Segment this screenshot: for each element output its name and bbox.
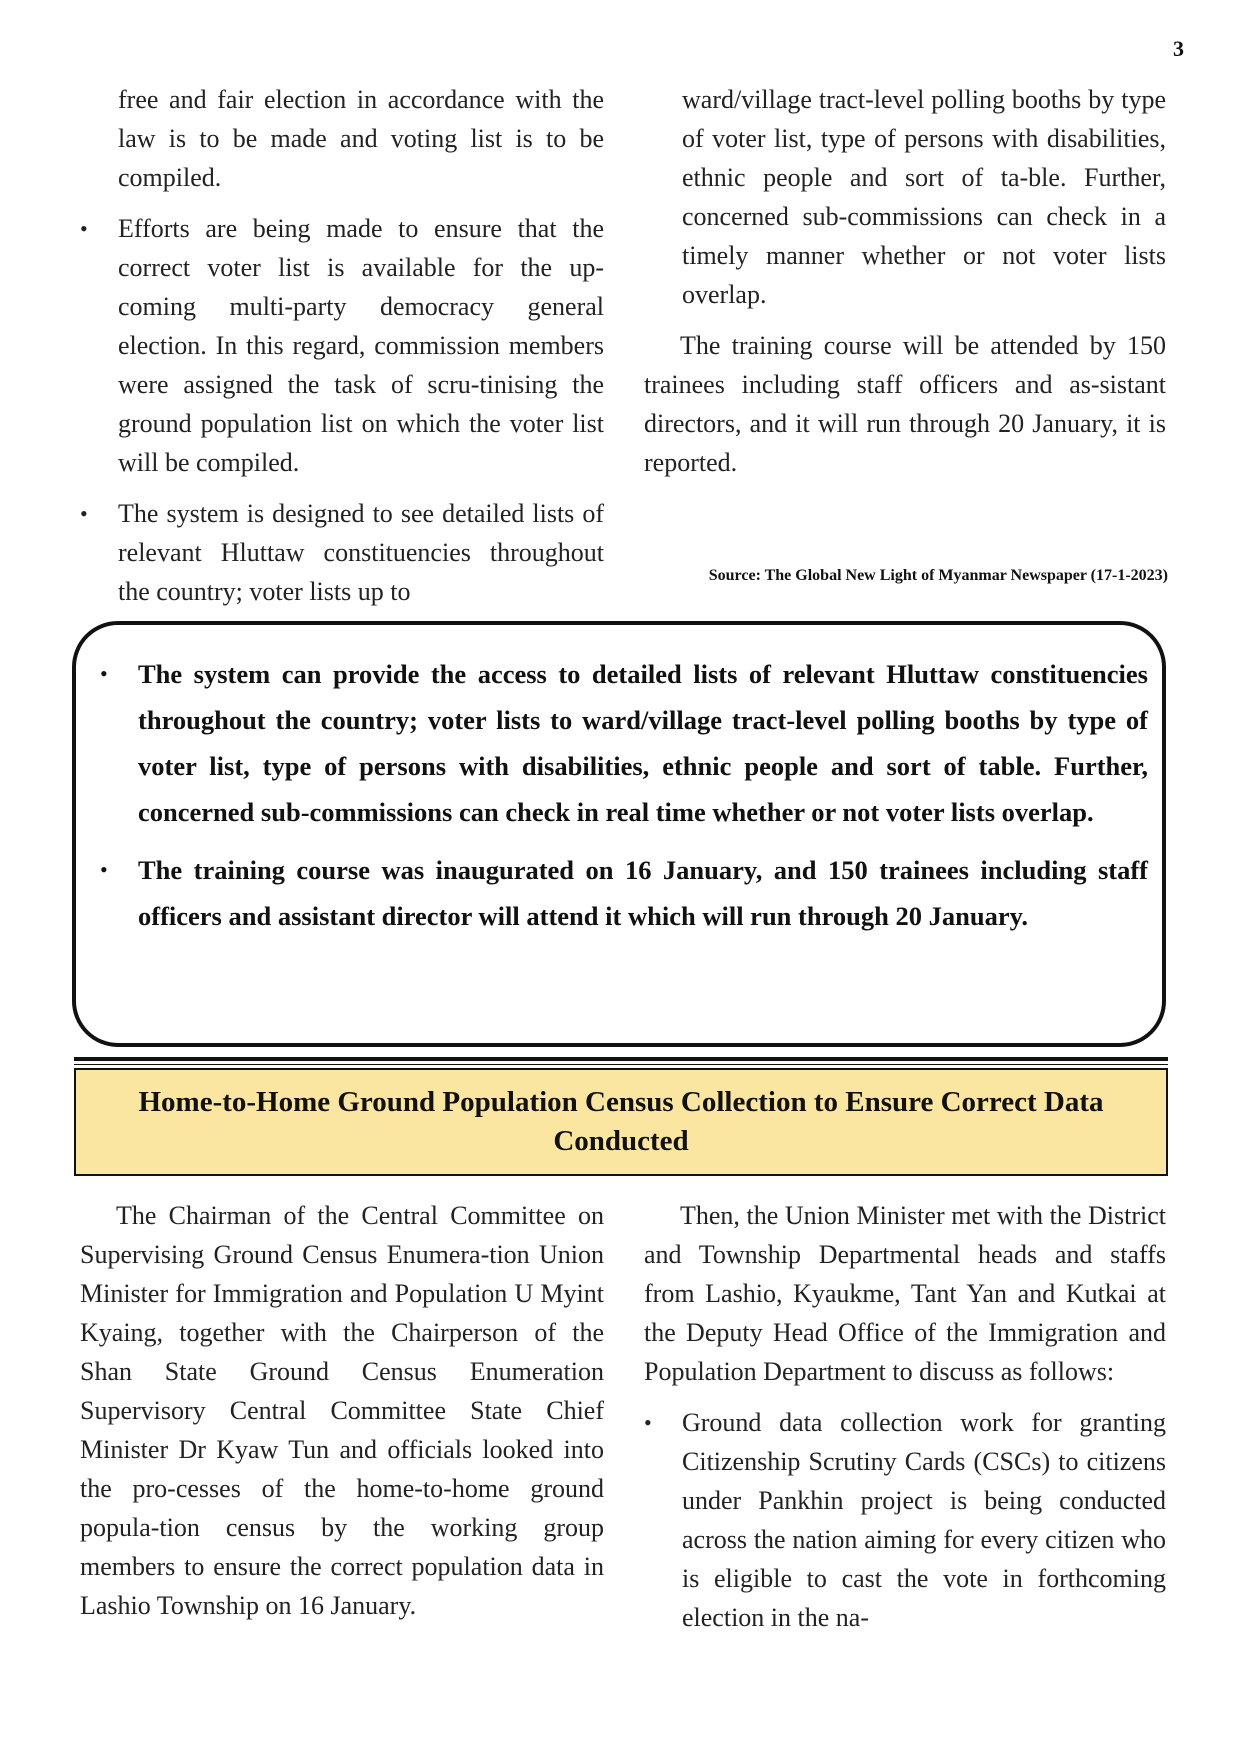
bottom-left-column <box>80 1196 604 1625</box>
top-right-column <box>644 80 1166 482</box>
article-headline: Home-to-Home Ground Population Census Collection to Ensure Correct Data Conducted <box>138 1086 1104 1157</box>
continued-paragraph: ward/village tract-level polling booths by type of voter list, type of persons with disabilities, ethnic people and sort of ta-ble. Further, concerned sub-commissions can check in a timely manner whether or not voter lists overlap. <box>682 85 1166 309</box>
highlight-box <box>72 621 1166 1047</box>
highlight-bullet-list <box>138 651 1148 951</box>
top-left-column <box>80 80 604 611</box>
highlight-item: • The training course was inaugurated on 16 January, and 150 trainees including staff officers and assistant director will attend it which will run through 20 January. <box>138 847 1148 939</box>
page-number: 3 <box>1173 36 1184 61</box>
paragraph: Then, the Union Minister met with the District and Township Departmental heads and staffs from Lashio, Kyaukme, Tant Yan and Kutkai at the Deputy Head Office of the Immigration and Population Department to discuss as follows: <box>644 1201 1166 1386</box>
paragraph: The training course will be attended by 150 trainees including staff officers and as-sistant directors, and it will run through 20 January, it is reported. <box>644 331 1166 477</box>
headline-banner <box>74 1068 1168 1176</box>
list-item: • The system is designed to see detailed lists of relevant Hluttaw constituencies throughout the country; voter lists up to <box>80 494 604 611</box>
continued-paragraph: free and fair election in accordance with the law is to be made and voting list is to be compiled. <box>118 85 604 192</box>
paragraph: The Chairman of the Central Committee on Supervising Ground Census Enumera-tion Union Minister for Immigration and Population U Myint Kyaing, together with the Chairperson of the Shan State Ground Census Enumeration Supervisory Central Committee State Chief Minister Dr Kyaw Tun and officials looked into the pro-cesses of the home-to-home ground popula-tion census by the working group members to ensure the correct population data in Lashio Township on 16 January. <box>80 1201 604 1620</box>
bottom-right-column <box>644 1196 1166 1637</box>
list-item: • Ground data collection work for granting Citizenship Scrutiny Cards (CSCs) to citizens under Pankhin project is being conducted across the nation aiming for every citizen who is eligible to cast the vote in forthcoming election in the na- <box>644 1403 1166 1637</box>
list-item: • Efforts are being made to ensure that the correct voter list is available for the up-coming multi-party democracy general election. In this regard, commission members were assigned the task of scru-tinising the ground population list on which the voter list will be compiled. <box>80 209 604 482</box>
section-divider <box>74 1057 1168 1061</box>
bullet-list <box>644 1403 1166 1637</box>
highlight-item: • The system can provide the access to detailed lists of relevant Hluttaw constituencies throughout the country; voter lists to ward/village tract-level polling booths by type of voter list, type of persons with disabilities, ethnic people and sort of table. Further, concerned sub-commissions can check in real time whether or not voter lists overlap. <box>138 651 1148 835</box>
bullet-list <box>80 209 604 611</box>
source-citation: Source: The Global New Light of Myanmar Newspaper (17-1-2023) <box>708 567 1168 584</box>
section-divider-thin <box>74 1064 1168 1065</box>
